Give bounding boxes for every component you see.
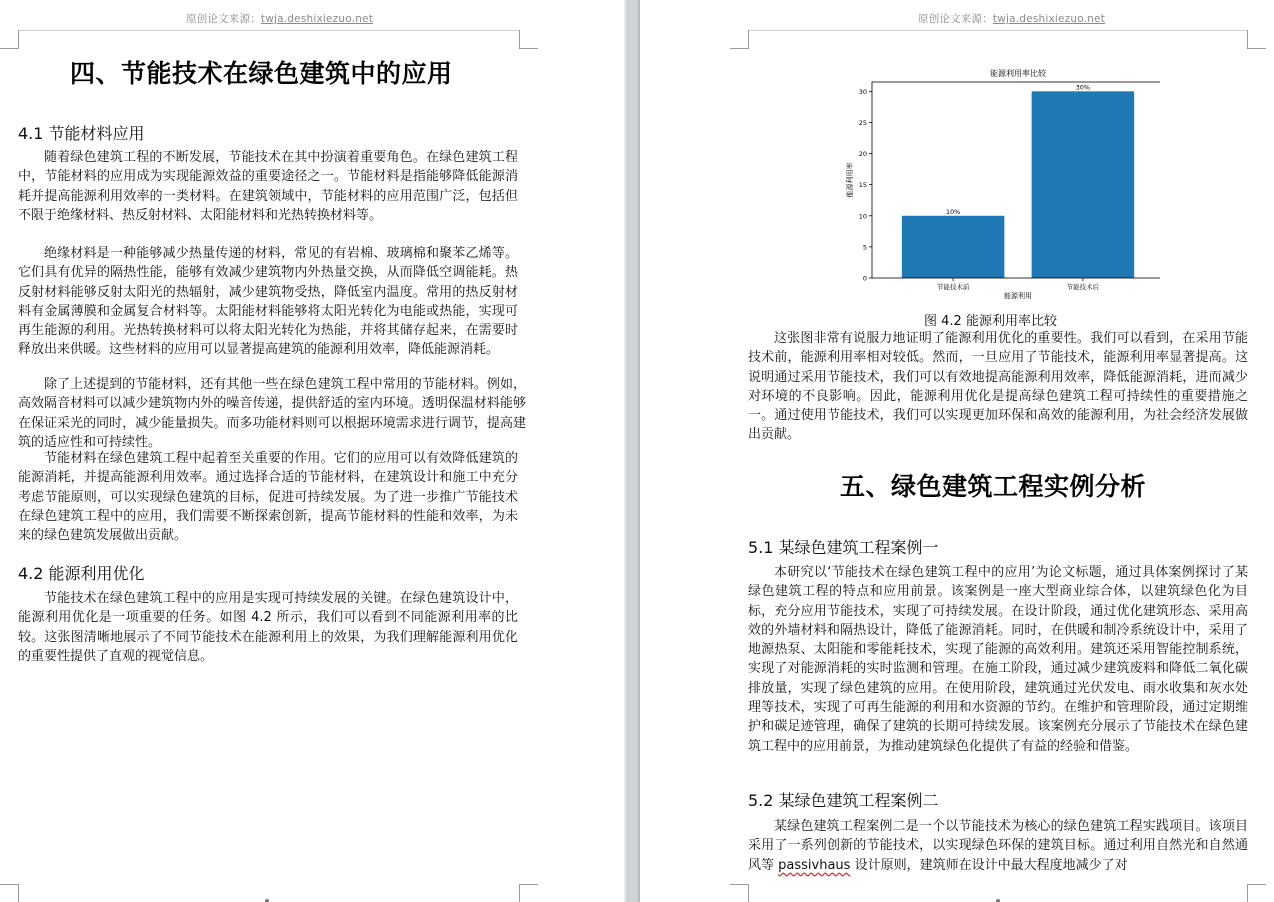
spellcheck-flagged-word: passivhaus	[778, 857, 851, 873]
header-url: twja.deshixiezuo.net	[992, 13, 1106, 25]
paragraph: 节能材料在绿色建筑工程中起着至关重要的作用。它们的应用可以有效降低建筑的能源消耗，并提高能源利用效率。通过选择合适的节能材料，在建筑设计和施工中充分考虑节能原则，可以实现绿色建筑的目标，促进可持续发展。为了进一步推广节能技术在绿色建筑工程中的应用，我们需要不断探索创新，提高节能材料的性能和效率，为未来的绿色建筑发展做出贡献。	[18, 451, 518, 544]
x-tick-label: 节能技术前	[936, 283, 970, 291]
y-tick-label: 25	[858, 118, 867, 127]
margin-corner-mark	[730, 30, 749, 49]
header-prefix: 原创论文来源：	[918, 13, 993, 25]
paragraph-text: 设计原则，建筑师在设计中最大程度地减少了对	[850, 857, 1128, 873]
section-title-5-1: 5.1 某绿色建筑工程案例一	[748, 538, 939, 557]
paragraph: 随着绿色建筑工程的不断发展，节能技术在其中扮演着重要角色。在绿色建筑工程中，节能材料的应用成为实现能源效益的重要途径之一。节能材料是指能够降低能源消耗并提高能源利用效率的一类材料。在建筑领域中，节能材料的应用范围广泛，包括但不限于绝缘材料、热反射材料、太阳能材料和光热转换材料等。	[18, 150, 518, 223]
bar	[1032, 91, 1135, 278]
paragraph: 这张图非常有说服力地证明了能源利用优化的重要性。我们可以看到，在采用节能技术前，能源利用率相对较低。然而，一旦应用了节能技术，能源利用率显著提高。这说明通过采用节能技术，我们可以有效地提高能源利用效率，降低能源消耗，进而减少对环境的不良影响。因此，能源利用优化是提高绿色建筑工程可持续性的重要措施之一。通过使用节能技术，我们可以实现更加环保和高效的能源利用，为社会经济发展做出贡献。	[748, 331, 1248, 443]
paragraph: 除了上述提到的节能材料，还有其他一些在绿色建筑工程中常用的节能材料。例如，高效隔音材料可以减少建筑物内外的噪音传递，提供舒适的室内环境。透明保温材料能够在保证采光的同时，减少能量损失。而多功能材料则可以根据环境需求进行调节，提高建筑的适应性和可持续性。	[18, 377, 526, 450]
header-url: twja.deshixiezuo.net	[260, 13, 374, 25]
x-axis-ticks	[937, 278, 1100, 291]
section-title-4-1: 4.1 节能材料应用	[18, 124, 145, 143]
chapter-title: 五、绿色建筑工程实例分析	[840, 472, 1147, 501]
figure-caption: 图 4.2 能源利用率比较	[924, 314, 1057, 329]
margin-corner-mark	[1247, 884, 1266, 902]
y-tick-label: 0	[862, 274, 867, 283]
margin-corner-mark	[0, 884, 19, 902]
header-rule	[748, 30, 1248, 31]
margin-corner-mark	[1247, 30, 1266, 49]
paragraph: 绝缘材料是一种能够减少热量传递的材料，常见的有岩棉、玻璃棉和聚苯乙烯等。它们具有优异的隔热性能，能够有效减少建筑物内外热量交换，从而降低空调能耗。热反射材料能够反射太阳光的热辐射，减少建筑物受热，降低室内温度。常用的热反射材料有金属薄膜和金属复合材料等。太阳能材料能够将太阳光转化为电能或热能，实现可再生能源的利用。光热转换材料可以将太阳光转化为热能，并将其储存起来，在需要时释放出来供暖。这些材料的应用可以显著提高建筑的能源利用效率，降低能源消耗。	[18, 246, 518, 358]
page-gap-edge	[624, 0, 626, 902]
y-tick-label: 20	[858, 150, 867, 159]
margin-corner-mark	[0, 30, 19, 49]
chart-title: 能源利用率比较	[990, 69, 1046, 78]
y-tick-label: 30	[858, 87, 867, 96]
bar-chart	[840, 64, 1160, 304]
margin-corner-mark	[519, 30, 538, 49]
paragraph-text: 某绿色建筑工程案例二是一个以节能技术为核心的绿色建筑工程实践项目。该项目采用了一系列创新的节能技术，以实现绿色环保的建筑目标。通过利用自然光和自然通风等	[748, 819, 1248, 873]
y-axis-label: 能源利用率	[846, 162, 854, 198]
chapter-title: 四、节能技术在绿色建筑中的应用	[70, 59, 453, 88]
x-axis-label: 能源利用	[1004, 292, 1032, 300]
section-title-5-2: 5.2 某绿色建筑工程案例二	[748, 791, 939, 810]
data-label: 10%	[945, 207, 961, 216]
left-page	[0, 0, 624, 902]
y-axis-ticks	[859, 88, 872, 283]
y-tick-label: 5	[862, 243, 867, 252]
data-label: 30%	[1075, 83, 1091, 92]
page-header	[186, 11, 373, 26]
margin-corner-mark	[730, 884, 749, 902]
paragraph	[748, 817, 1248, 875]
paragraph: 节能技术在绿色建筑工程中的应用是实现可持续发展的关键。在绿色建筑设计中，能源利用优化是一项重要的任务。如图 4.2 所示，我们可以看到不同能源利用率的比较。这张图清晰地展示了不同节能技术在能源利用上的效果，为我们理解能源利用优化的重要性提供了直观的视觉信息。	[18, 591, 518, 664]
margin-corner-mark	[519, 884, 538, 902]
header-rule	[18, 30, 520, 31]
bar	[902, 216, 1005, 278]
right-page	[640, 0, 1274, 902]
header-prefix: 原创论文来源：	[186, 13, 261, 25]
section-title-4-2: 4.2 能源利用优化	[18, 564, 145, 583]
y-tick-label: 15	[858, 181, 867, 190]
x-tick-label: 节能技术后	[1066, 283, 1100, 291]
bars	[902, 83, 1134, 278]
page-gap	[624, 0, 640, 902]
y-tick-label: 10	[858, 212, 867, 221]
paragraph: 本研究以‘节能技术在绿色建筑工程中的应用’为论文标题，通过具体案例探讨了某绿色建筑工程的特点和应用前景。该案例是一座大型商业综合体，以建筑绿色化为目标，充分应用节能技术，实现了可持续发展。在设计阶段，通过优化建筑形态、采用高效的外墙材料和隔热设计，降低了能源消耗。同时，在供暖和制冷系统设计中，采用了地源热泵、太阳能和零能耗技术，实现了能源的高效利用。建筑还采用智能控制系统，实现了对能源消耗的实时监测和管理。在施工阶段，通过减少建筑废料和降低二氧化碳排放量，实现了绿色建筑的应用。在使用阶段，建筑通过光伏发电、雨水收集和灰水处理等技术，实现了可再生能源的利用和水资源的节约。在维护和管理阶段，通过定期维护和碳足迹管理，确保了建筑的长期可持续发展。该案例充分展示了节能技术在绿色建筑工程中的应用前景，为推动建筑绿色化提供了有益的经验和借鉴。	[748, 565, 1248, 754]
page-header	[918, 11, 1105, 26]
